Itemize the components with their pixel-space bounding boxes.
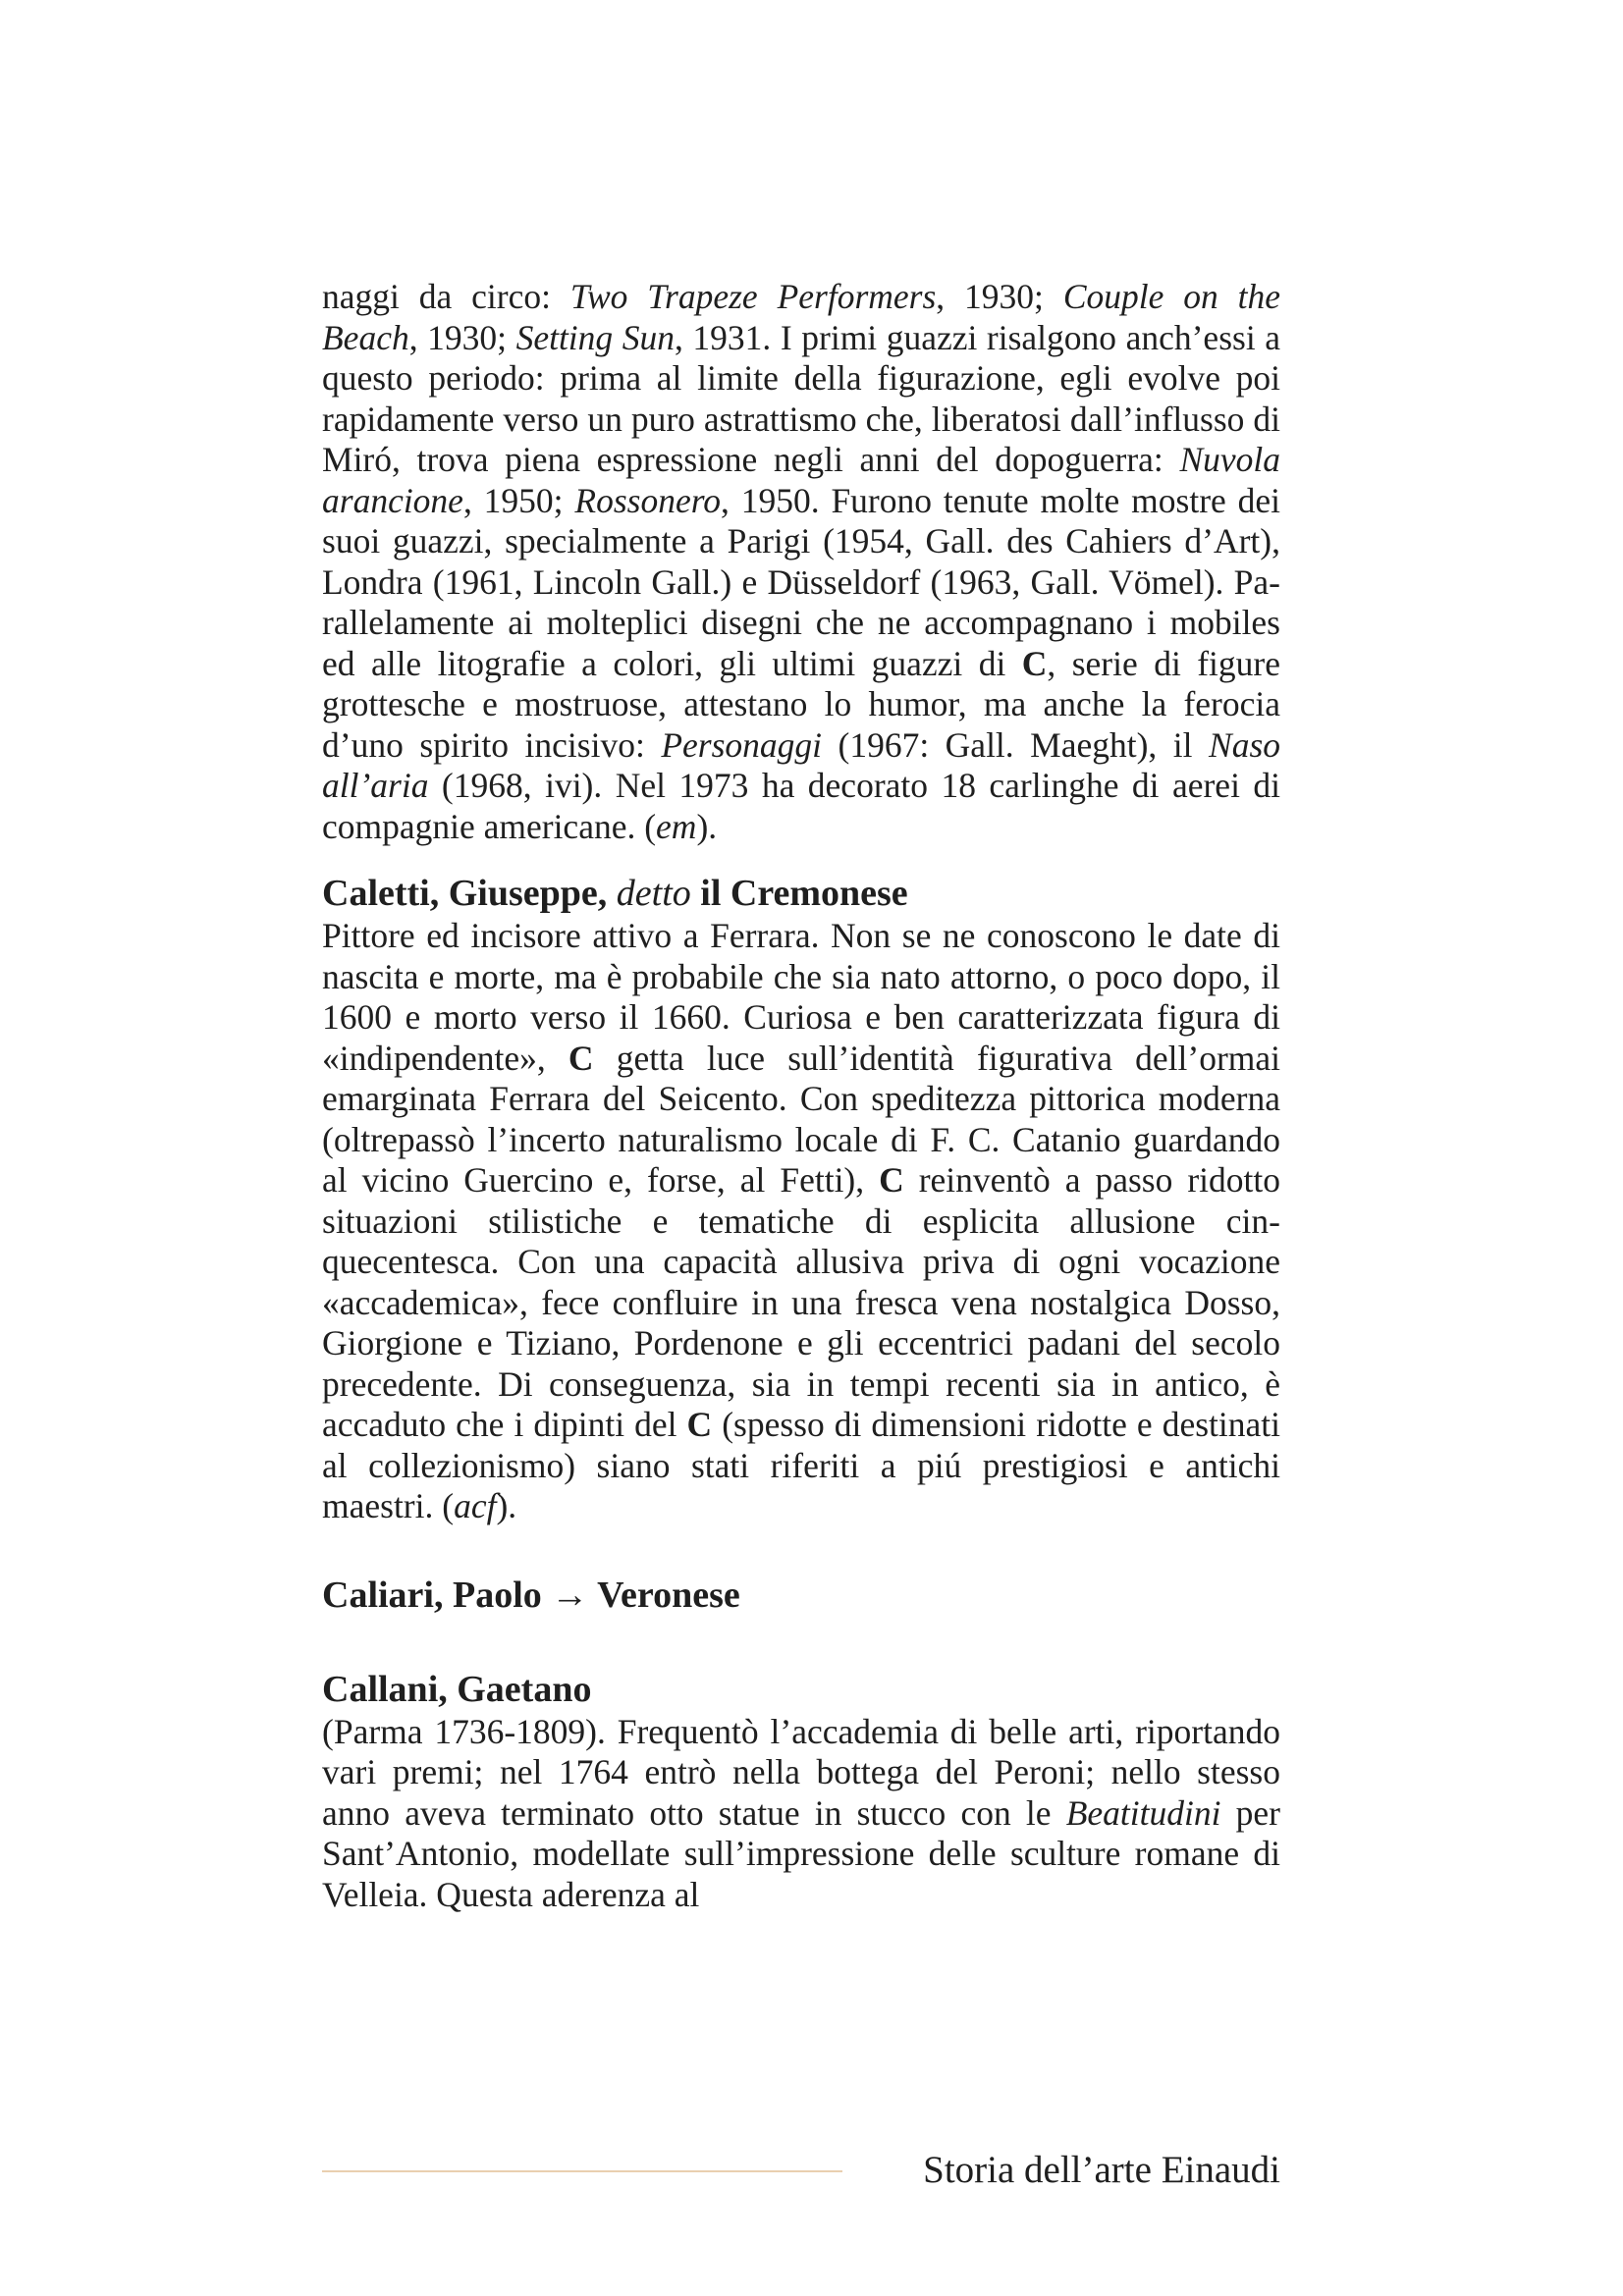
text-run: , 1950. Furono tenute molte mostre dei suoi guazzi, specialmente a Parigi (1954, Gall. des Cahiers d’Art), Londra (1961, Lincoln Gall.) e Düsseldorf (1963, Gall. Vömel). Parallelamente ai molteplici disegni che ne accompagnano i mobiles ed alle litografie a colori, gli ultimi guazzi di (322, 480, 1280, 683)
text-run: Pittore ed incisore attivo a Ferrara. Non se ne conoscono le date di nascita e morte, ma è probabile che sia nato attorno, o poco dopo, il 1600 e morto verso il 1660. Curiosa e ben caratterizzata figura di «indipendente», (322, 916, 1280, 1078)
page-footer (322, 2146, 1280, 2195)
text-run: ). (696, 806, 718, 846)
text-run: (spesso di dimensioni ridotte e destinati al collezionismo) siano stati riferiti a piú prestigiosi e antichi maestri. ( (322, 1405, 1280, 1525)
footer-publisher: Storia dell’arte Einaudi (923, 2149, 1280, 2191)
text-run: per Sant’Antonio, modellate sull’impressione delle sculture romane di Velleia. Questa aderenza al (322, 1792, 1280, 1914)
text-run: Rossonero (574, 480, 721, 520)
text-run: (1968, ivi). Nel 1973 ha decorato 18 carlinghe di aerei di compagnie americane. ( (322, 766, 1280, 846)
text-run: (Parma 1736-1809). Frequentò l’accademia di belle arti, riportando vari premi; nel 1764 entrò nella bottega del Peroni; nello stesso anno aveva terminato otto statue in stucco con le (322, 1711, 1280, 1833)
entry-continued-text (322, 277, 1280, 847)
text-run: Beatitudini (1065, 1792, 1221, 1833)
text-run: , 1930; (408, 317, 516, 357)
text-run: il Cremonese (690, 873, 908, 914)
text-run: Setting Sun (515, 317, 675, 357)
text-run: Couple on the Beach (322, 277, 1280, 357)
text-run: , 1930; (936, 277, 1063, 316)
text-run: Caletti, Giuseppe, (322, 873, 617, 914)
text-run: , serie di figure grottesche e mostruose, attestano lo humor, ma anche la ferocia d’uno spirito incisivo: (322, 643, 1281, 765)
text-run: naggi da circo: (322, 277, 570, 316)
footer-divider (322, 2170, 842, 2172)
entry-text-callani (322, 1712, 1280, 1916)
text-run: Nuvola arancione (322, 440, 1280, 520)
text-run: C (879, 1160, 904, 1200)
text-run: getta luce sull’identità figurativa dell’ormai emarginata Ferrara del Seicento. Con speditezza pittorica moderna (oltrepassò l’incerto naturalismo locale di F. C. Catanio guardando al vicino Guercino e, forse, al Fetti), (322, 1038, 1280, 1200)
page-body (322, 277, 1280, 1915)
text-run: Personaggi (661, 724, 822, 765)
text-run: C (686, 1405, 713, 1444)
text-run: , 1931. I primi guazzi risalgono anch’essi a questo periodo: prima al limite della figurazione, egli evolve poi rapidamente verso un puro astrattismo che, liberatosi dall’influsso di Miró, trova piena espressione negli anni del dopoguerra: (322, 317, 1281, 479)
text-run: Caliari, Paolo → Veronese (322, 1574, 740, 1616)
text-run: em (656, 806, 697, 846)
entry-text-caletti (322, 916, 1280, 1527)
text-run: C (568, 1038, 594, 1078)
entry-title-caletti (322, 871, 1280, 916)
text-run: Naso all’aria (322, 724, 1281, 805)
text-run: C (1021, 643, 1048, 683)
text-run: , 1950; (462, 480, 575, 520)
text-run: ). (496, 1486, 517, 1525)
entry-title-caliari (322, 1573, 1280, 1618)
entry-title-callani (322, 1667, 1280, 1712)
text-run: Two Trapeze Performers (569, 277, 937, 316)
text-run: acf (454, 1486, 497, 1525)
text-run: detto (616, 873, 691, 914)
text-run: Callani, Gaetano (322, 1668, 592, 1710)
text-run: (1967: Gall. Maeght), il (822, 724, 1210, 765)
text-run: reinventò a passo ridotto situazioni stilistiche e tematiche di esplicita allusione cinquecentesca. Con una capacità allusiva priva di ogni vocazione «accademica», fece confluire in una fresca vena nostalgica Dosso, Giorgione e Tiziano, Pordenone e gli eccentrici padani del secolo precedente. Di conseguenza, sia in tempi recenti sia in antico, è accaduto che i dipinti del (322, 1160, 1280, 1444)
